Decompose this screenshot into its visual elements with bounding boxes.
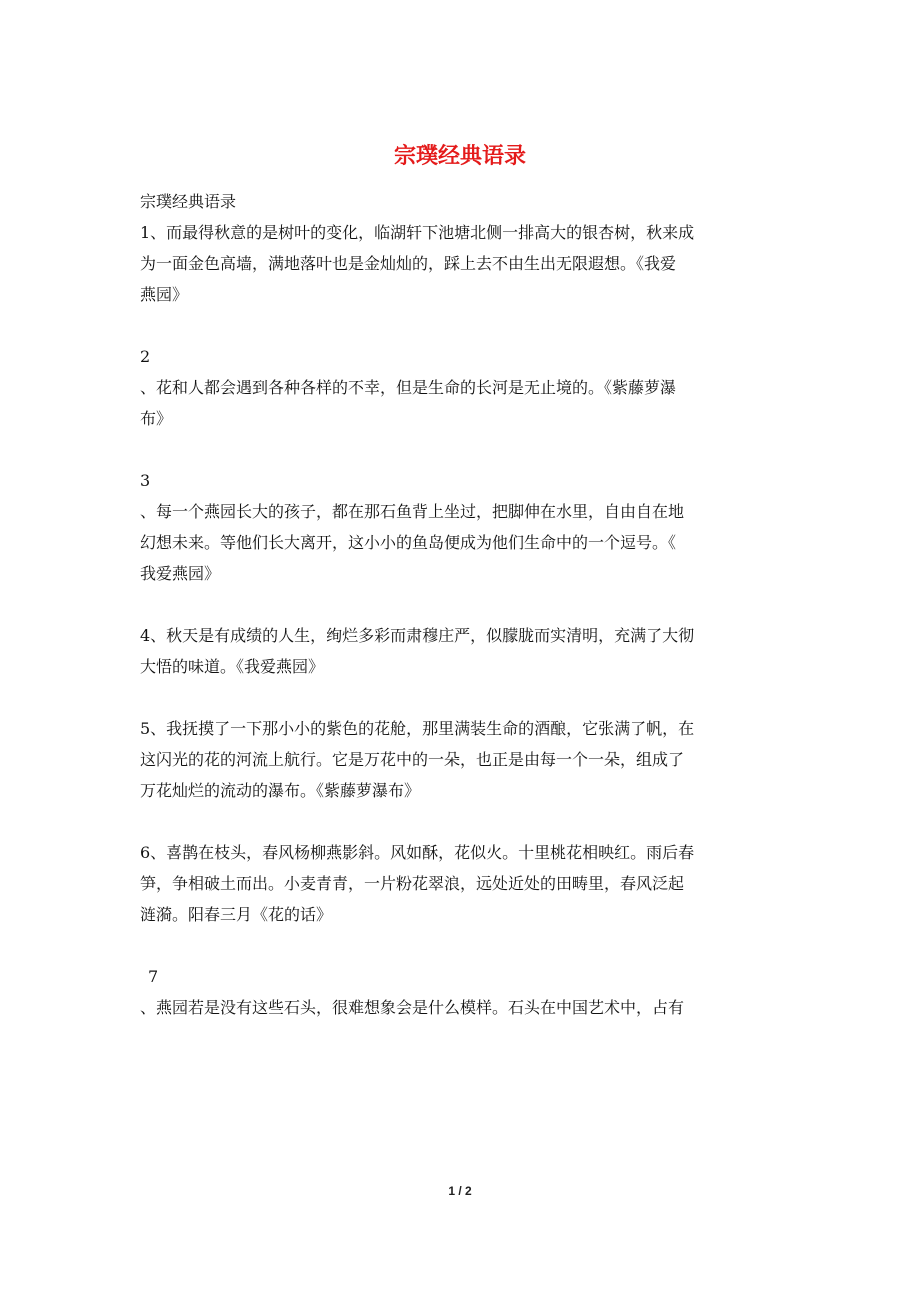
spacer xyxy=(140,806,790,837)
spacer xyxy=(140,930,790,961)
quote-5: 5、我抚摸了一下那小小的紫色的花舱，那里满装生命的酒酿，它张满了帆，在 这闪光的花的河流上航行。它是万花中的一朵，也正是由每一个一朵，组成了 万花灿烂的流动的瀑布。《紫藤萝瀑布》 xyxy=(140,719,695,800)
page-title: 宗璞经典语录 xyxy=(393,143,526,169)
quote-2-number: 2 xyxy=(140,347,151,366)
spacer xyxy=(140,310,790,341)
quote-3-number: 3 xyxy=(140,471,151,490)
quote-2: 、花和人都会遇到各种各样的不幸，但是生命的长河是无止境的。《紫藤萝瀑 布》 xyxy=(140,378,677,428)
quote-7-number: 7 xyxy=(148,967,159,986)
spacer xyxy=(140,589,790,620)
document-body xyxy=(140,186,790,1023)
quote-3: 、每一个燕园长大的孩子，都在那石鱼背上坐过，把脚伸在水里，自由自在地 幻想未来。等他们长大离开，这小小的鱼岛便成为他们生命中的一个逗号。《 我爱燕园》 xyxy=(140,502,685,583)
page-indicator: 1 / 2 xyxy=(448,1184,472,1198)
spacer xyxy=(140,434,790,465)
quote-7: 、燕园若是没有这些石头，很难想象会是什么模样。石头在中国艺术中，占有 xyxy=(140,998,685,1017)
quote-4: 4、秋天是有成绩的人生，绚烂多彩而肃穆庄严，似朦胧而实清明，充满了大彻 大悟的味道。《我爱燕园》 xyxy=(140,626,695,676)
spacer xyxy=(140,682,790,713)
quote-1: 1、而最得秋意的是树叶的变化，临湖轩下池塘北侧一排高大的银杏树，秋来成 为一面金色高墙，满地落叶也是金灿灿的，踩上去不由生出无限遐想。《我爱 燕园》 xyxy=(140,223,695,304)
quote-6: 6、喜鹊在枝头，春风杨柳燕影斜。风如酥，花似火。十里桃花相映红。雨后春 笋，争相破土而出。小麦青青，一片粉花翠浪，远处近处的田畴里，春风泛起 涟漪。阳春三月《花的话》 xyxy=(140,843,695,924)
subtitle: 宗璞经典语录 xyxy=(140,192,237,211)
